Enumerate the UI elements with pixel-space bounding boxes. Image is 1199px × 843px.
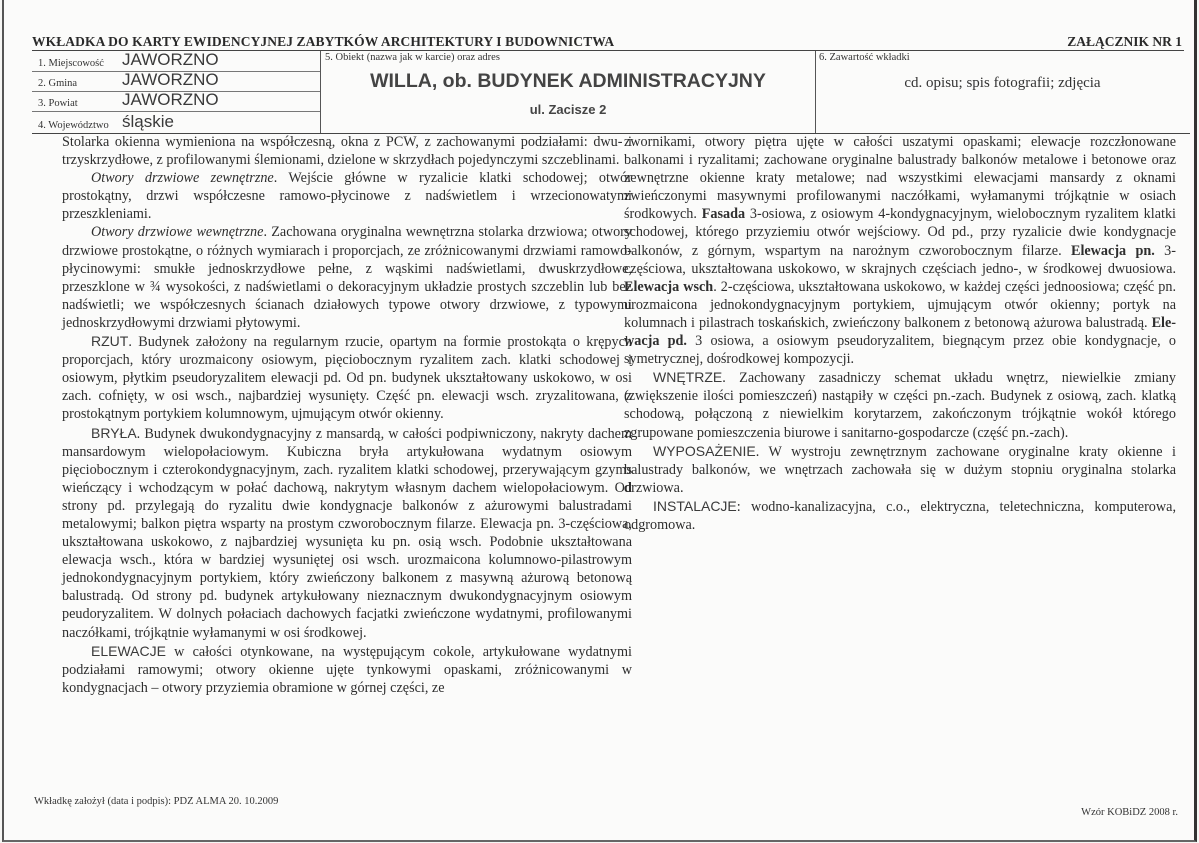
section-heading: BRYŁA [91,424,137,441]
paragraph-instalacje: INSTALACJE: wodno-kanalizacyjna, c.o., elektryczna, teletechniczna, komputerowa, odgromowa. [624,497,1176,533]
contents-value: cd. opisu; spis fotografii; zdjęcia [904,75,1101,91]
paragraph-window-joinery: Stolarka okienna wymieniona na współczesną, okna z PCW, z zachowanymi podziałami: dwu- i trzyskrzydłowe, z profilowanymi ślemionami, dzielone w skrzydłach pojedynczymi szczeblinami. [62,134,632,169]
section-heading: ELEWACJE [91,642,166,659]
object-name: WILLA, ob. BUDYNEK ADMINISTRACYJNY [370,70,766,92]
section-heading: Fasada [701,206,746,223]
section-heading: Otwory drzwiowe wewnętrzne [91,224,264,241]
description-right-column [624,133,1176,534]
section-heading: Elewacja pn. [1070,242,1155,259]
document-title: WKŁADKA DO KARTY EWIDENCYJNEJ ZABYTKÓW ARCHITEKTURY I BUDOWNICTWA [32,34,615,49]
field-value: JAWORZNO [122,90,219,109]
object-label: 5. Obiekt (nazwa jak w karcie) oraz adres [325,52,500,63]
field-powiat [32,91,320,112]
field-label: 4. Województwo [38,120,109,131]
contents-label: 6. Zawartość wkładki [819,52,910,63]
paragraph-exterior-doors: Otwory drzwiowe zewnętrzne. Wejście główne w ryzalicie klatki schodowej; otwór prostokątny, drzwi współczesne ramowo-płycinowe z nadświetlem i wrzecionowatymi przeszkleniami. [62,170,632,223]
paragraph-rzut: RZUT. Budynek założony na regularnym rzucie, opartym na formie prostokąta o krępych proporcjach, który urozmaicony osiowym, pięciobocznym ryzalitem zach. klatki schodowej i osiowym, płytkim pseudoryzalitem elewacji pd. Od pn. budynek ukształtowany uskokowo, w osi zach. cofnięty, w osi wsch., najbardziej wysunięty. Część pn. elewacji wsch. zryzalitowana, z prostokątnym portykiem kolumnowym, ujmującym otwór okienny. [62,333,632,423]
field-label: 3. Powiat [38,98,78,109]
description-left-column [62,133,632,697]
field-value: JAWORZNO [122,50,219,69]
annex-label: ZAŁĄCZNIK NR 1 [1067,34,1182,49]
contents-cell [815,51,1190,133]
field-value: śląskie [122,112,174,131]
created-by-note: Wkładkę założył (data i podpis): PDZ ALMA 20. 10.2009 [34,796,279,807]
paragraph-interior-doors: Otwory drzwiowe wewnętrzne. Zachowana oryginalna wewnętrzna stolarka drzwiowa; otwory drzwiowe prostokątne, o różnych wymiarach i proporcjach, ze zróżnicowanymi drzwiami ramowo-płycinowymi: smukłe jednoskrzydłowe pełne, z wąskimi nadświetlami, dwuskrzydłowe, przeszklone w ¾ wysokości, z nadświetlami o dekoracyjnym układzie prostych szczeblin lub bez nadświetli; we współczesnych ścianach działowych typowe otwory drzwiowe, z typowymi jednoskrzydłowymi drzwiami płytowymi. [62,224,632,331]
paragraph-wyposazenie: WYPOSAŻENIE. W wystroju zewnętrznym zachowane oryginalne kraty okienne i balustrady balkonów, we wnętrzach zachowała się w dużym stopniu oryginalna stolarka drzwiowa. [624,442,1176,496]
template-note: Wzór KOBiDZ 2008 r. [1081,807,1178,818]
field-label: 2. Gmina [38,78,78,89]
section-heading: Otwory drzwiowe zewnętrzne [91,170,274,187]
document-page [2,0,1197,842]
field-value: JAWORZNO [122,70,219,89]
paragraph-wnetrze: WNĘTRZE. Zachowany zasadniczy schemat układu wnętrz, niewielkie zmiany (zwiększenie ilości pomieszczeń) nastąpiły w części pn.-zach. Budynek z osiową, zach. klatką schodową, połączoną z niewielkim korytarzem, zakończonym trójkątnie wokół którego zgrupowane pomieszczenia biurowe i sanitarno-gospodarcze (część pn.-zach). [624,369,1176,441]
paragraph-elewacje-cont: zwornikami, otwory piętra ujęte w całości uszatymi opaskami; elewacje rozczłonowane balkonami i ryzalitami; zachowane oryginalne balustrady balkonów metalowe i betonowe oraz zewnętrzne okienne kraty metalowe; nad wszystkimi elewacjami mansardy z oknami zwieńczonymi masywnymi profilowanymi naczółkami, wyłamanymi trójkątnie w osiach środkowych. Fasada 3-osiowa, z osiowym 4-kondygnacyjnym, wielobocznym ryzalitem klatki schodowej, którego przyziemiu otwór wejściowy. Od pd., przy ryzalicie dwie kondygnacje balkonów, z górnym, wspartym na narożnym czworobocznym filarze. Elewacja pn. 3-częściowa, ukształtowana uskokowo, w skrajnych częściach jedno-, w środkowej dwuosiowa. Elewacja wsch. 2-częściowa, ukształtowana uskokowo, w każdej części jednoosiowa; część pn. urozmaicona jednokondygnacyjnym portykiem, ujmującym otwór okienny; portyk na kolumnach i pilastrach toskańskich, zwieńczony balkonem z betonową ażurowa balustradą. Elewacja pd. 3 osiowa, a osiowym pseudoryzalitem, biegnącym przez obie kondygnacje, o symetrycznej, dośrodkowej kompozycji. [624,134,1176,368]
location-fields [32,51,320,133]
paragraph-bryla: BRYŁA. Budynek dwukondygnacyjny z mansardą, w całości podpiwniczony, nakryty dachem mansardowym wielopołaciowym. Kubiczna bryła artykułowana wydatnym osiowym pięciobocznym i czterokondygnacyjnym, zach. ryzalitem klatki schodowej, przerywającym gzyms wieńczący i wchodzącym w połać dachową, nakrytym własnym dachem wielopołaciowym. Od strony pd. przylegają do ryzalitu dwie kondygnacje balkonów z ażurowymi balustradami metalowymi; balkon piętra wsparty na prostym czworobocznym filarze. Elewacja pn. 3-częściowa, ukształtowana uskokowo, z najbardziej wysunięta ku pn. osią wsch. Podobnie ukształtowana elewacja wsch., która w bardziej wysuniętej osi wsch. urozmaicona kolumnowo-pilastrowym jednokondygnacyjnym portykiem, który zwieńczony balkonem z masywną ażurową betonową balustradą. Od strony pd. budynek artykułowany nieznacznym dwukondygnacyjnym osiowym peudoryzalitem. W dolnych połaciach dachowych facjatki zwieńczone wydatnymi, profilowanymi naczółkami, trójkątnie wyłamanymi w osi środkowej. [62,424,632,641]
field-miejscowosc [32,51,320,72]
section-heading: Elewacja pd. [624,314,1176,350]
section-heading: INSTALACJE [653,497,737,514]
section-heading: RZUT [91,333,129,350]
section-heading: WNĘTRZE [653,369,723,386]
section-heading: WYPOSAŻENIE [653,442,756,459]
field-label: 1. Miejscowość [38,58,104,69]
paragraph-elewacje: ELEWACJE w całości otynkowane, na występującym cokole, artykułowane wydatnymi podziałami ramowymi; otwory okienne ujęte tynkowymi opaskami, zróżnicowanymi w kondygnacjach – otwory przyziemia obramione w górnej części, ze [62,642,632,696]
object-cell [320,51,816,133]
field-wojewodztwo [32,111,320,133]
section-heading: Elewacja wsch [624,278,714,295]
object-address: ul. Zacisze 2 [529,102,607,117]
field-gmina [32,71,320,92]
info-table [32,51,1190,134]
